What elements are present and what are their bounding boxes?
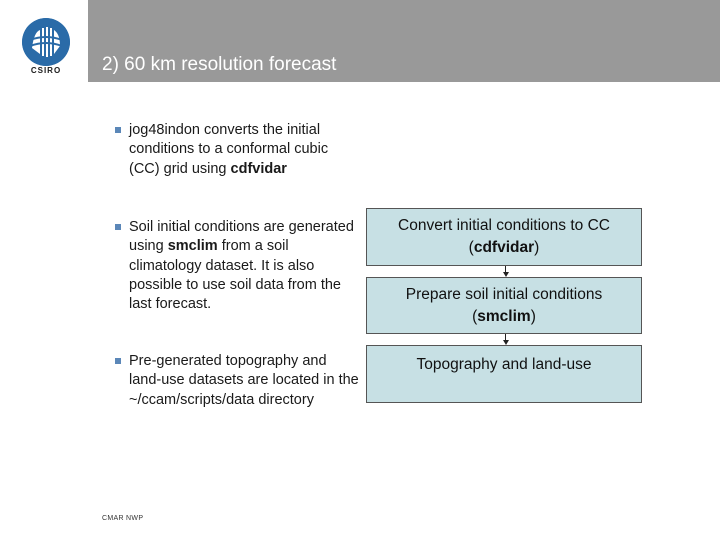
bullet-item-smclim [129,218,354,314]
logo-area [0,0,88,82]
bullet-text: jog48indon converts the initial conditions to a conformal cubic (CC) grid using [129,122,329,177]
flow-arrow-down-icon [503,334,509,345]
flow-box-convert [366,208,642,266]
bullet-text: Soil initial conditions are generated using [129,219,354,255]
bullet-bold-text: smclim [167,238,218,255]
page-title: 2) 60 km resolution forecast [102,54,337,75]
logo-text: CSIRO [30,66,62,75]
bullet-bold-text: cdfvidar [230,160,287,177]
flow-box-soil [366,277,642,334]
flow-box-topography [366,345,642,403]
bullet-text: Pre-generated topography and land-use datasets are located in the ~/ccam/scripts/data directory [129,353,359,408]
flow-box-label: Topography and land-use [416,356,592,373]
footer-label: CMAR NWP [102,515,144,522]
flow-box-sublabel: (cdfvidar) [468,239,540,256]
bullet-text: from a soil climatology dataset. It is also possible to use soil data from the last forecast. [129,238,341,313]
bullet-item-cdfvidar [129,121,359,179]
flow-box-sublabel: (smclim) [472,308,536,325]
csiro-logo-icon [22,18,70,66]
bullet-marker-icon [115,127,121,133]
flow-arrow-down-icon [503,266,509,277]
flow-box-label: Convert initial conditions to CC [398,217,610,234]
bullet-marker-icon [115,224,121,230]
title-bar [88,0,720,82]
bullet-item-topography [129,352,359,410]
flow-box-label: Prepare soil initial conditions [405,286,603,303]
bullet-marker-icon [115,358,121,364]
